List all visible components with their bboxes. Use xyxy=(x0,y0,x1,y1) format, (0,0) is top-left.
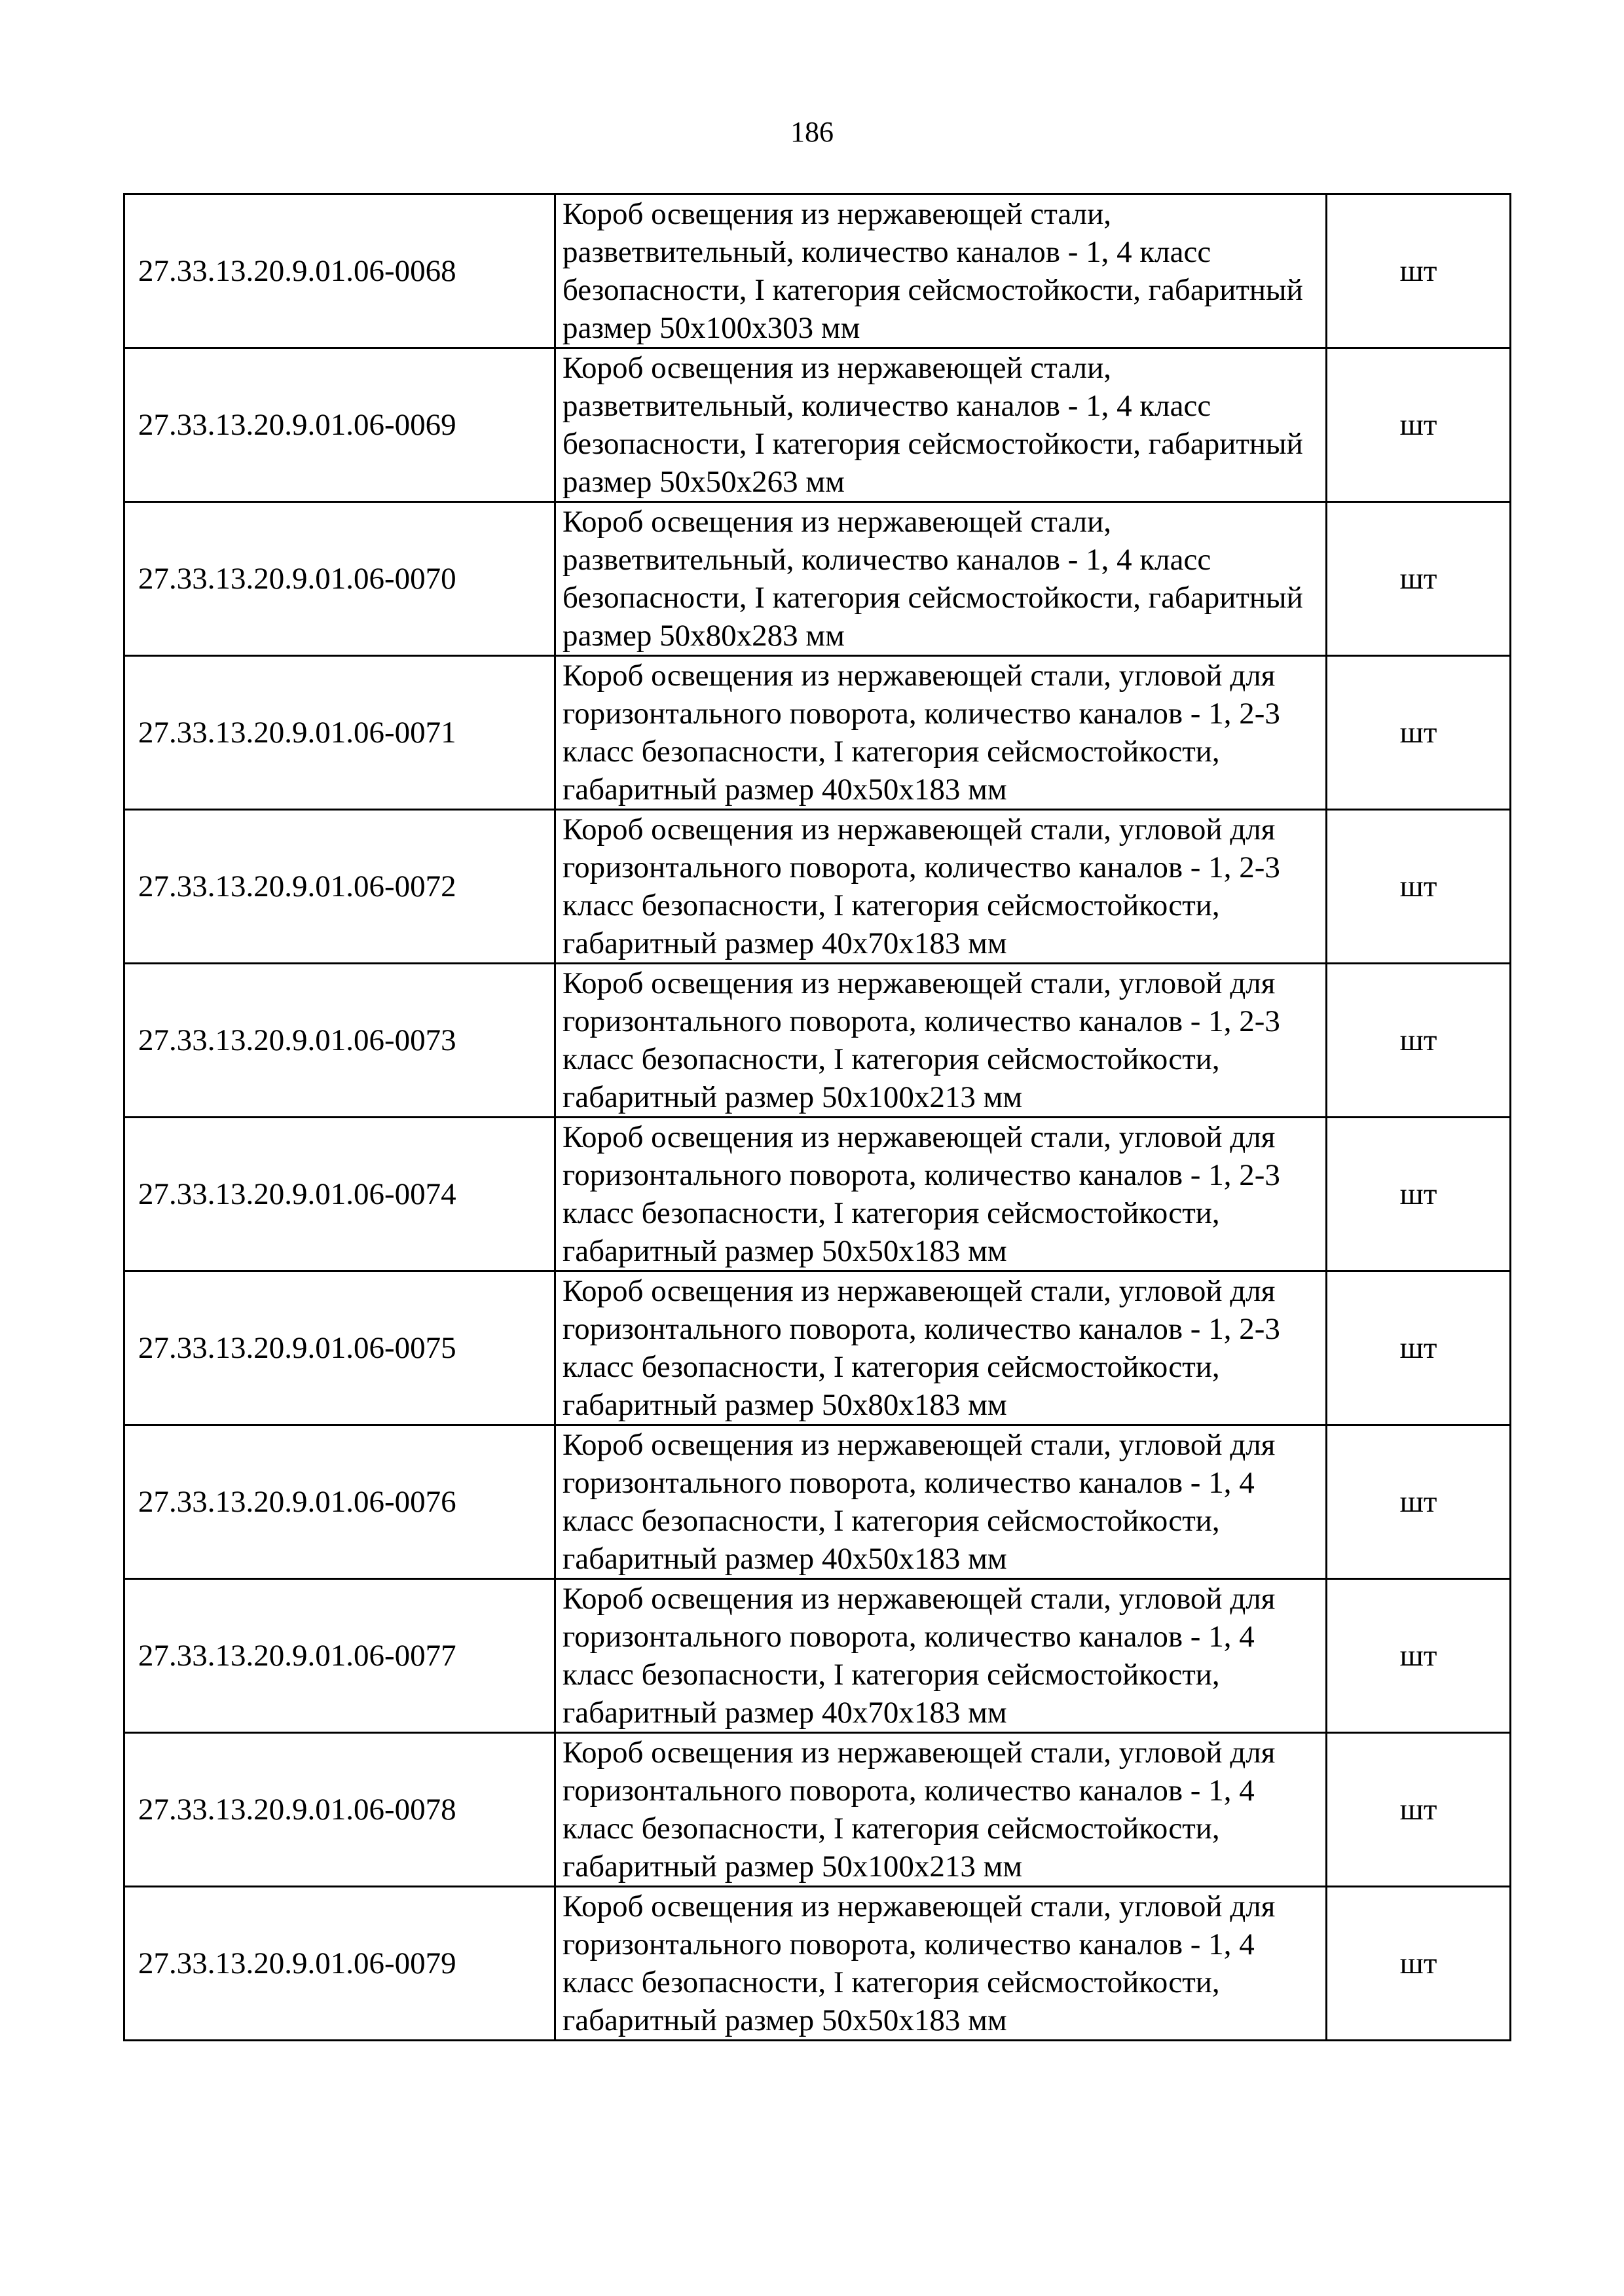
item-description: Короб освещения из нержавеющей стали, угловой для горизонтального поворота, количество каналов - 1, 2-3 класс безопасности, I категория сейсмостойкости, габаритный размер 50х50х183 мм xyxy=(555,1118,1327,1271)
table-row xyxy=(124,1118,1511,1271)
item-description: Короб освещения из нержавеющей стали, угловой для горизонтального поворота, количество каналов - 1, 2-3 класс безопасности, I категория сейсмостойкости, габаритный размер 50х80х183 мм xyxy=(555,1271,1327,1425)
items-table-body xyxy=(124,194,1511,2041)
item-code: 27.33.13.20.9.01.06-0077 xyxy=(124,1579,555,1733)
item-description: Короб освещения из нержавеющей стали, разветвительный, количество каналов - 1, 4 класс безопасности, I категория сейсмостойкости, габаритный размер 50х50х263 мм xyxy=(555,348,1327,502)
item-unit: шт xyxy=(1327,810,1511,964)
item-code: 27.33.13.20.9.01.06-0075 xyxy=(124,1271,555,1425)
item-code: 27.33.13.20.9.01.06-0076 xyxy=(124,1425,555,1579)
item-code: 27.33.13.20.9.01.06-0079 xyxy=(124,1887,555,2041)
table-row xyxy=(124,1733,1511,1887)
item-code: 27.33.13.20.9.01.06-0073 xyxy=(124,964,555,1118)
item-description: Короб освещения из нержавеющей стали, угловой для горизонтального поворота, количество каналов - 1, 4 класс безопасности, I категория сейсмостойкости, габаритный размер 50х50х183 мм xyxy=(555,1887,1327,2041)
item-description: Короб освещения из нержавеющей стали, угловой для горизонтального поворота, количество каналов - 1, 2-3 класс безопасности, I категория сейсмостойкости, габаритный размер 40х70х183 мм xyxy=(555,810,1327,964)
table-row xyxy=(124,1271,1511,1425)
item-description: Короб освещения из нержавеющей стали, разветвительный, количество каналов - 1, 4 класс безопасности, I категория сейсмостойкости, габаритный размер 50х80х283 мм xyxy=(555,502,1327,656)
item-description: Короб освещения из нержавеющей стали, угловой для горизонтального поворота, количество каналов - 1, 2-3 класс безопасности, I категория сейсмостойкости, габаритный размер 40х50х183 мм xyxy=(555,656,1327,810)
page-number: 186 xyxy=(790,116,834,148)
table-row xyxy=(124,810,1511,964)
item-unit: шт xyxy=(1327,1733,1511,1887)
item-code: 27.33.13.20.9.01.06-0078 xyxy=(124,1733,555,1887)
item-unit: шт xyxy=(1327,194,1511,348)
item-code: 27.33.13.20.9.01.06-0070 xyxy=(124,502,555,656)
item-description: Короб освещения из нержавеющей стали, угловой для горизонтального поворота, количество каналов - 1, 2-3 класс безопасности, I категория сейсмостойкости, габаритный размер 50х100х213 мм xyxy=(555,964,1327,1118)
item-unit: шт xyxy=(1327,1887,1511,2041)
item-unit: шт xyxy=(1327,1118,1511,1271)
item-code: 27.33.13.20.9.01.06-0074 xyxy=(124,1118,555,1271)
items-table xyxy=(123,193,1511,2041)
item-unit: шт xyxy=(1327,1425,1511,1579)
item-code: 27.33.13.20.9.01.06-0071 xyxy=(124,656,555,810)
table-row xyxy=(124,964,1511,1118)
item-description: Короб освещения из нержавеющей стали, разветвительный, количество каналов - 1, 4 класс безопасности, I категория сейсмостойкости, габаритный размер 50х100х303 мм xyxy=(555,194,1327,348)
item-unit: шт xyxy=(1327,964,1511,1118)
item-unit: шт xyxy=(1327,502,1511,656)
item-unit: шт xyxy=(1327,1579,1511,1733)
item-code: 27.33.13.20.9.01.06-0072 xyxy=(124,810,555,964)
item-unit: шт xyxy=(1327,1271,1511,1425)
table-row xyxy=(124,1425,1511,1579)
table-row xyxy=(124,194,1511,348)
item-description: Короб освещения из нержавеющей стали, угловой для горизонтального поворота, количество каналов - 1, 4 класс безопасности, I категория сейсмостойкости, габаритный размер 50х100х213 мм xyxy=(555,1733,1327,1887)
item-code: 27.33.13.20.9.01.06-0068 xyxy=(124,194,555,348)
item-unit: шт xyxy=(1327,656,1511,810)
table-row xyxy=(124,1887,1511,2041)
item-description: Короб освещения из нержавеющей стали, угловой для горизонтального поворота, количество каналов - 1, 4 класс безопасности, I категория сейсмостойкости, габаритный размер 40х50х183 мм xyxy=(555,1425,1327,1579)
item-unit: шт xyxy=(1327,348,1511,502)
table-row xyxy=(124,348,1511,502)
table-row xyxy=(124,656,1511,810)
table-row xyxy=(124,502,1511,656)
item-code: 27.33.13.20.9.01.06-0069 xyxy=(124,348,555,502)
item-description: Короб освещения из нержавеющей стали, угловой для горизонтального поворота, количество каналов - 1, 4 класс безопасности, I категория сейсмостойкости, габаритный размер 40х70х183 мм xyxy=(555,1579,1327,1733)
table-row xyxy=(124,1579,1511,1733)
